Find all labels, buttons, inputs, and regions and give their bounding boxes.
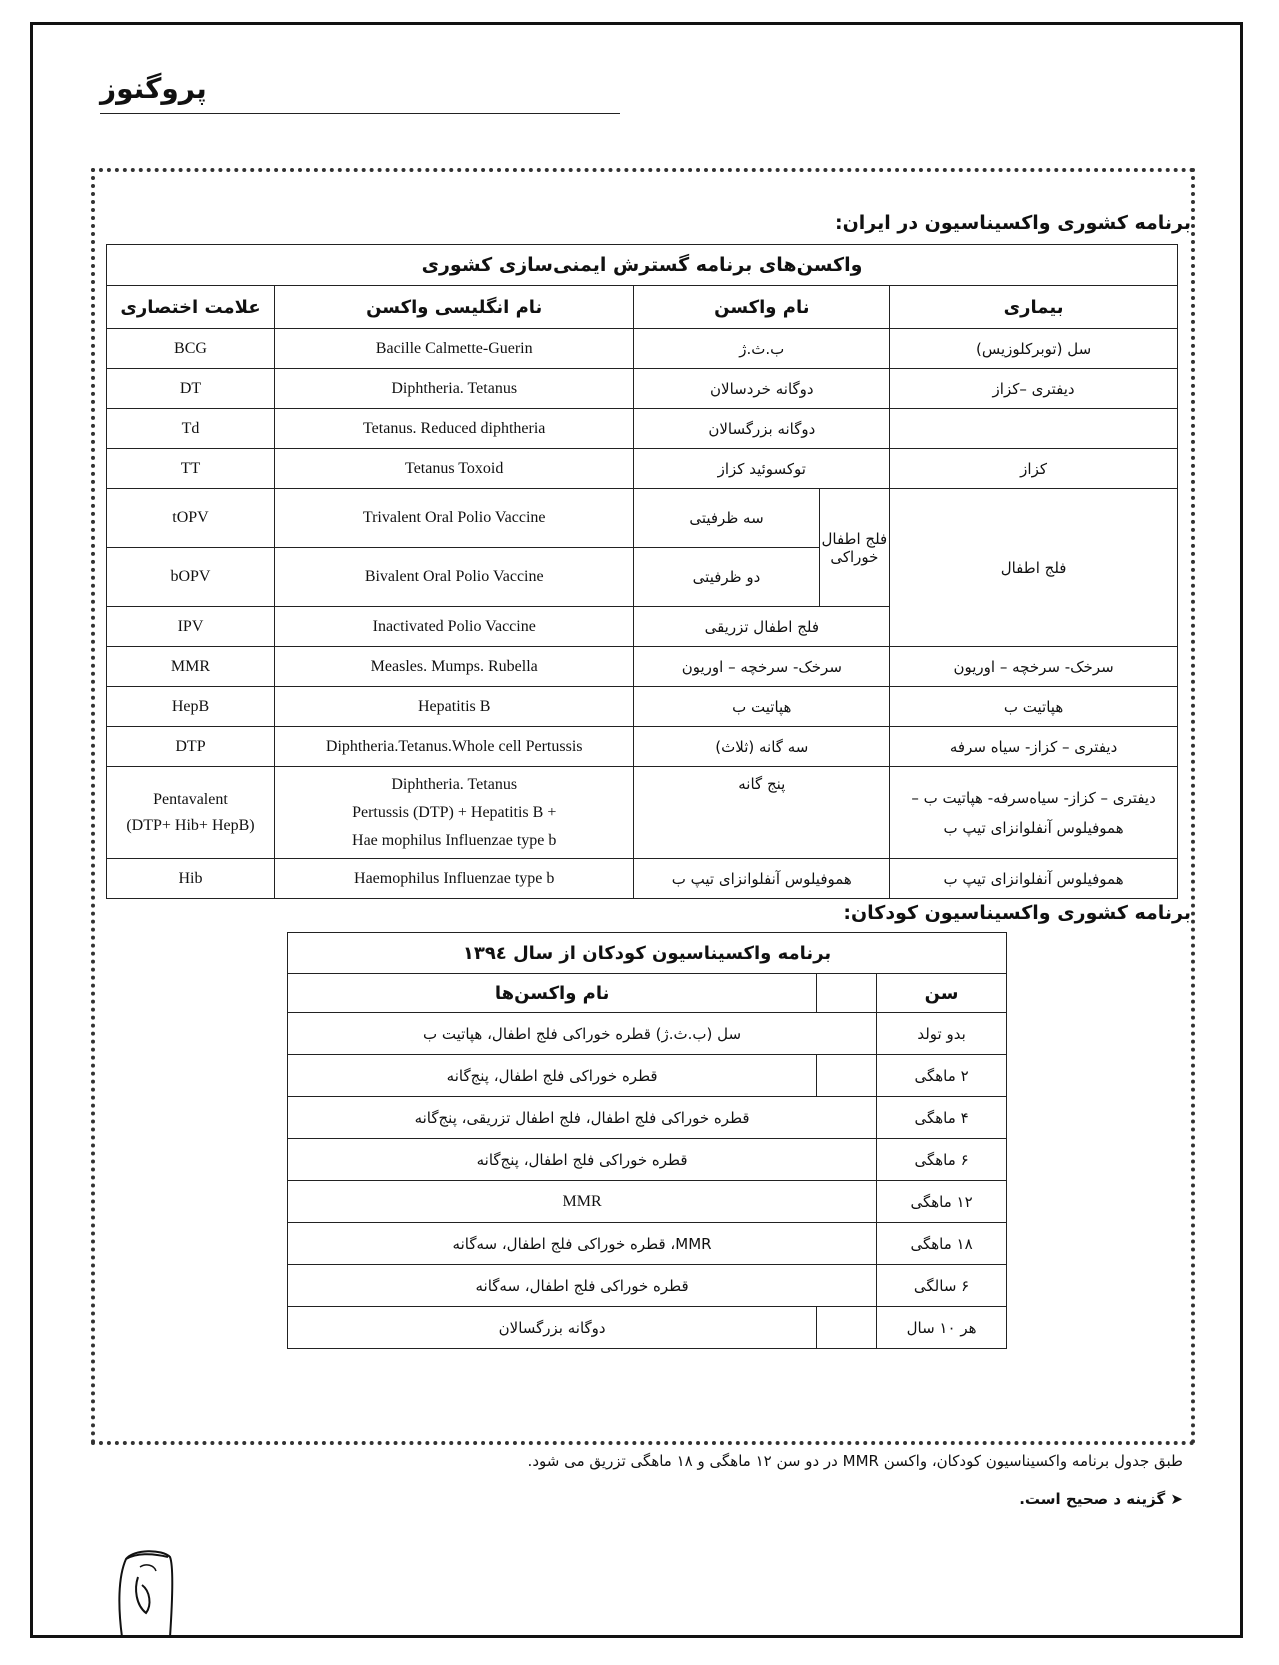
vaccine-name-cell: سه ظرفیتی (634, 489, 819, 548)
penta-english-line: Pertussis (DTP) + Hepatitis B + (352, 803, 557, 821)
vaccine-name-cell: هموفیلوس آنفلوانزای تیپ ب (634, 859, 890, 899)
english-name-cell: Tetanus. Reduced diphtheria (274, 409, 633, 449)
english-name-cell: Diphtheria.Tetanus.Whole cell Pertussis (274, 727, 633, 767)
disease-cell (890, 409, 1178, 449)
age-cell: ۴ ماهگی (877, 1097, 1007, 1139)
vaccine-name-cell: پنج گانه (634, 767, 890, 859)
schedule-row (288, 1181, 1007, 1223)
disease-cell: سرخک- سرخچه – اوریون (890, 647, 1178, 687)
brand-underline (100, 113, 620, 114)
disease-cell: دیفتری – کزاز- سیاه سرفه (890, 727, 1178, 767)
english-name-cell (274, 767, 633, 859)
header-abbreviation: علامت اختصاری (107, 286, 275, 329)
schedule-row (288, 1097, 1007, 1139)
table-row (107, 449, 1178, 489)
header-spacer (817, 974, 877, 1013)
vaccine-name-cell: ب.ث.ژ (634, 329, 890, 369)
vaccine-table (106, 244, 1178, 899)
table-row (107, 727, 1178, 767)
vaccine-name-cell: دوگانه بزرگسالان (634, 409, 890, 449)
english-name-cell: Haemophilus Influenzae type b (274, 859, 633, 899)
answer-note: ➤ گزینه د صحیح است. (1019, 1490, 1183, 1508)
abbr-cell: DT (107, 369, 275, 409)
disease-cell: هپاتیت ب (890, 687, 1178, 727)
table-row (107, 647, 1178, 687)
abbr-cell: TT (107, 449, 275, 489)
abbr-cell: tOPV (107, 489, 275, 548)
national-program-heading: برنامه کشوری واکسیناسیون در ایران: (834, 212, 1191, 234)
header-vaccine-name: نام واکسن (634, 286, 890, 329)
table-row (107, 329, 1178, 369)
disease-cell: سل (توبرکلوزیس) (890, 329, 1178, 369)
english-name-cell: Diphtheria. Tetanus (274, 369, 633, 409)
header-age: سن (877, 974, 1007, 1013)
vaccines-cell: قطره خوراکی فلج اطفال، فلج اطفال تزریقی، پنج‌گانه (288, 1097, 877, 1139)
english-name-cell: Measles. Mumps. Rubella (274, 647, 633, 687)
penta-abbr-line: Pentavalent (153, 790, 228, 808)
schedule-row (288, 1307, 1007, 1349)
english-name-cell: Trivalent Oral Polio Vaccine (274, 489, 633, 548)
table-row (107, 859, 1178, 899)
schedule-row (288, 1265, 1007, 1307)
schedule-row (288, 1139, 1007, 1181)
abbr-cell: HepB (107, 687, 275, 727)
header-english-name: نام انگلیسی واکسن (274, 286, 633, 329)
oral-polio-group-cell: فلج اطفال خوراکی (819, 489, 890, 607)
age-cell: ۲ ماهگی (877, 1055, 1007, 1097)
abbr-cell (107, 767, 275, 859)
abbr-cell: MMR (107, 647, 275, 687)
age-cell: ۱۲ ماهگی (877, 1181, 1007, 1223)
penta-english-line: Hae mophilus Influenzae type b (352, 831, 557, 849)
age-cell: ۶ سالگی (877, 1265, 1007, 1307)
disease-cell (890, 767, 1178, 859)
abbr-cell: bOPV (107, 548, 275, 607)
vaccines-cell: MMR، قطره خوراکی فلج اطفال، سه‌گانه (288, 1223, 877, 1265)
vaccines-cell: MMR (288, 1181, 877, 1223)
vaccines-cell: سل (ب.ث.ژ) قطره خوراکی فلج اطفال، هپاتیت ب (288, 1013, 877, 1055)
abbr-cell: IPV (107, 607, 275, 647)
vaccine-name-cell: دوگانه خردسالان (634, 369, 890, 409)
table-row (107, 489, 1178, 548)
age-cell: ۱۸ ماهگی (877, 1223, 1007, 1265)
handwritten-signature (112, 1547, 182, 1642)
vaccine-name-cell: توکسوئید کزاز (634, 449, 890, 489)
explanation-note: طبق جدول برنامه واکسیناسیون کودکان، واکسن MMR در دو سن ۱۲ ماهگی و ۱۸ ماهگی تزریق می شود. (527, 1452, 1183, 1470)
penta-disease-line: هموفیلوس آنفلوانزای تیپ ب (943, 818, 1124, 837)
vaccines-cell: قطره خوراکی فلج اطفال، پنج‌گانه (288, 1055, 817, 1097)
vaccine-name-cell: دو ظرفیتی (634, 548, 819, 607)
header-disease: بیماری (890, 286, 1178, 329)
english-name-cell: Hepatitis B (274, 687, 633, 727)
table-row (107, 369, 1178, 409)
vaccines-cell: دوگانه بزرگسالان (288, 1307, 817, 1349)
schedule-table (287, 932, 1007, 1349)
english-name-cell: Tetanus Toxoid (274, 449, 633, 489)
table-row (107, 767, 1178, 859)
schedule-row (288, 1013, 1007, 1055)
children-program-heading: برنامه کشوری واکسیناسیون کودکان: (843, 902, 1191, 924)
vaccine-name-cell: سرخک- سرخچه – اوریون (634, 647, 890, 687)
vaccine-table-title: واکسن‌های برنامه گسترش ایمنی‌سازی کشوری (107, 245, 1178, 286)
abbr-cell: Td (107, 409, 275, 449)
disease-cell: فلج اطفال (890, 489, 1178, 647)
spacer-cell (817, 1307, 877, 1349)
schedule-table-title: برنامه واکسیناسیون کودکان از سال ۱۳۹٤ (288, 933, 1007, 974)
abbr-cell: Hib (107, 859, 275, 899)
penta-disease-line: دیفتری – کزاز- سیاه‌سرفه- هپاتیت ب – (911, 788, 1156, 807)
header-vaccines: نام واکسن‌ها (288, 974, 817, 1013)
abbr-cell: DTP (107, 727, 275, 767)
penta-english-line: Diphtheria. Tetanus (391, 775, 518, 793)
disease-cell: دیفتری –کزاز (890, 369, 1178, 409)
disease-cell: هموفیلوس آنفلوانزای تیپ ب (890, 859, 1178, 899)
abbr-cell: BCG (107, 329, 275, 369)
table-row (107, 687, 1178, 727)
english-name-cell: Inactivated Polio Vaccine (274, 607, 633, 647)
schedule-row (288, 1055, 1007, 1097)
age-cell: ۶ ماهگی (877, 1139, 1007, 1181)
age-cell: هر ۱۰ سال (877, 1307, 1007, 1349)
vaccine-name-cell: فلج اطفال تزریقی (634, 607, 890, 647)
vaccine-name-cell: هپاتیت ب (634, 687, 890, 727)
table-row (107, 409, 1178, 449)
age-cell: بدو تولد (877, 1013, 1007, 1055)
disease-cell: کزاز (890, 449, 1178, 489)
english-name-cell: Bacille Calmette-Guerin (274, 329, 633, 369)
spacer-cell (817, 1055, 877, 1097)
brand-title: پروگنوز (100, 72, 207, 105)
vaccine-name-cell: سه گانه (ثلاث) (634, 727, 890, 767)
vaccines-cell: قطره خوراکی فلج اطفال، پنج‌گانه (288, 1139, 877, 1181)
schedule-row (288, 1223, 1007, 1265)
vaccines-cell: قطره خوراکی فلج اطفال، سه‌گانه (288, 1265, 877, 1307)
english-name-cell: Bivalent Oral Polio Vaccine (274, 548, 633, 607)
penta-abbr-line: (DTP+ Hib+ HepB) (126, 816, 255, 834)
